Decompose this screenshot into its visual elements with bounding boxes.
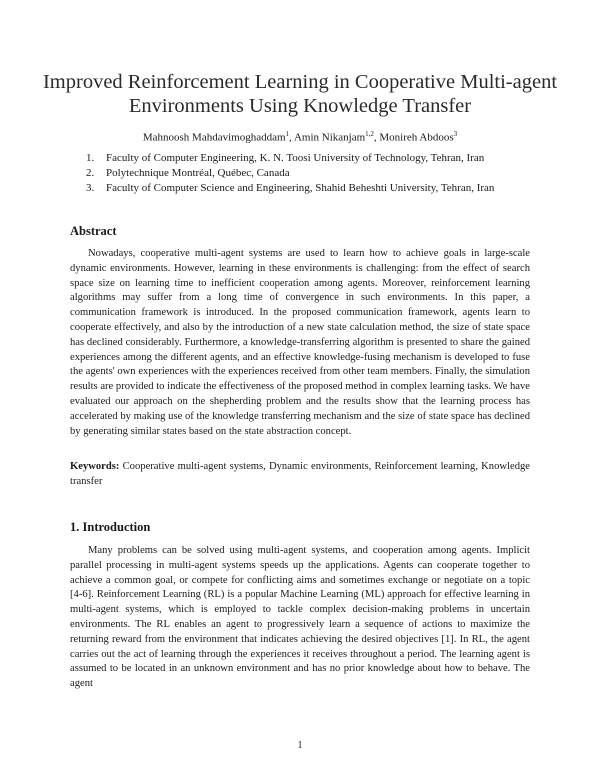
introduction-heading: 1. Introduction bbox=[70, 520, 151, 534]
affiliation-number: 3. bbox=[86, 182, 95, 194]
affiliation-list bbox=[86, 151, 556, 196]
affiliation-number: 1. bbox=[86, 152, 95, 164]
author-affiliation-mark: 1 bbox=[285, 130, 290, 138]
abstract-body: Nowadays, cooperative multi-agent systems are used to learn how to achieve goals in large-scale dynamic environments. However, learning in these environments is challenging: from the effect of search space size on learning time to inefficient cooperation among agents. Moreover, reinforcement learning algorithms may suffer from a long time of convergence in such environments. In this paper, a communication framework is introduced. In the proposed communication framework, agents learn to cooperate effectively, and also by the introduction of a new state calculation method, the size of state space has declined considerably. Furthermore, a knowledge-transferring algorithm is presented to share the gained experiences among the different agents, and an effective knowledge-fusing mechanism is developed to fuse the agents' own experiences with the experiences received from other team members. Finally, the simulation results are provided to indicate the effectiveness of the proposed method in complex learning tasks. We have evaluated our approach on the shepherding problem and the results show that the learning process has accelerated by making use of the knowledge transferring mechanism and the size of state space has declined by generating similar states based on the state abstraction concept. bbox=[70, 248, 530, 437]
affiliation-item bbox=[86, 151, 556, 166]
abstract-heading: Abstract bbox=[70, 224, 117, 238]
author-affiliation-mark: 1,2 bbox=[365, 130, 374, 138]
affiliation-item bbox=[86, 166, 556, 181]
author-separator: , bbox=[289, 131, 294, 144]
affiliation-text: Polytechnique Montréal, Québec, Canada bbox=[106, 167, 290, 179]
affiliation-text: Faculty of Computer Science and Engineering, Shahid Beheshti University, Tehran, Iran bbox=[106, 182, 495, 194]
author-separator: , bbox=[373, 131, 380, 144]
author-name: Amin Nikanjam bbox=[293, 131, 366, 144]
page-number: 1 bbox=[297, 740, 303, 751]
affiliation-item bbox=[86, 181, 556, 196]
author-affiliation-mark: 3 bbox=[453, 130, 458, 138]
introduction-body: Many problems can be solved using multi-agent systems, and cooperation among agents. Implicit parallel processing in multi-agent systems speeds up the applications. Agents can cooperate together to achieve a common goal, or compete for conflicting aims and sometimes exchange or negotiate on a topic [4-6]. Reinforcement Learning (RL) is a popular Machine Learning (ML) approach for effective learning in multi-agent systems, which is employed to tackle complex decision-making problems in uncertain environments. The RL enables an agent to progressively learn a sequence of actions to maximize the returning reward from the environment that indicates achieving the desired objectives [1]. In RL, the agent carries out the act of learning through the experiences it receives throughout a period. The learning agent is assumed to be located in an unknown environment and has no prior knowledge about how to behave. The agent bbox=[70, 545, 530, 690]
affiliation-text: Faculty of Computer Engineering, K. N. Toosi University of Technology, Tehran, Iran bbox=[106, 152, 485, 164]
author-list bbox=[40, 127, 560, 145]
affiliation-number: 2. bbox=[86, 167, 95, 179]
keywords-paragraph bbox=[70, 460, 530, 490]
author-name: Mahnoosh Mahdavimoghaddam bbox=[142, 131, 286, 144]
keywords-label: Keywords: bbox=[70, 461, 120, 472]
keywords-text: Cooperative multi-agent systems, Dynamic environments, Reinforcement learning, Knowledge transfer bbox=[70, 461, 530, 487]
paper-title: Improved Reinforcement Learning in Cooperative Multi-agent Environments Using Knowledge Transfer bbox=[42, 71, 558, 117]
author-name: Monireh Abdoos bbox=[379, 131, 454, 144]
